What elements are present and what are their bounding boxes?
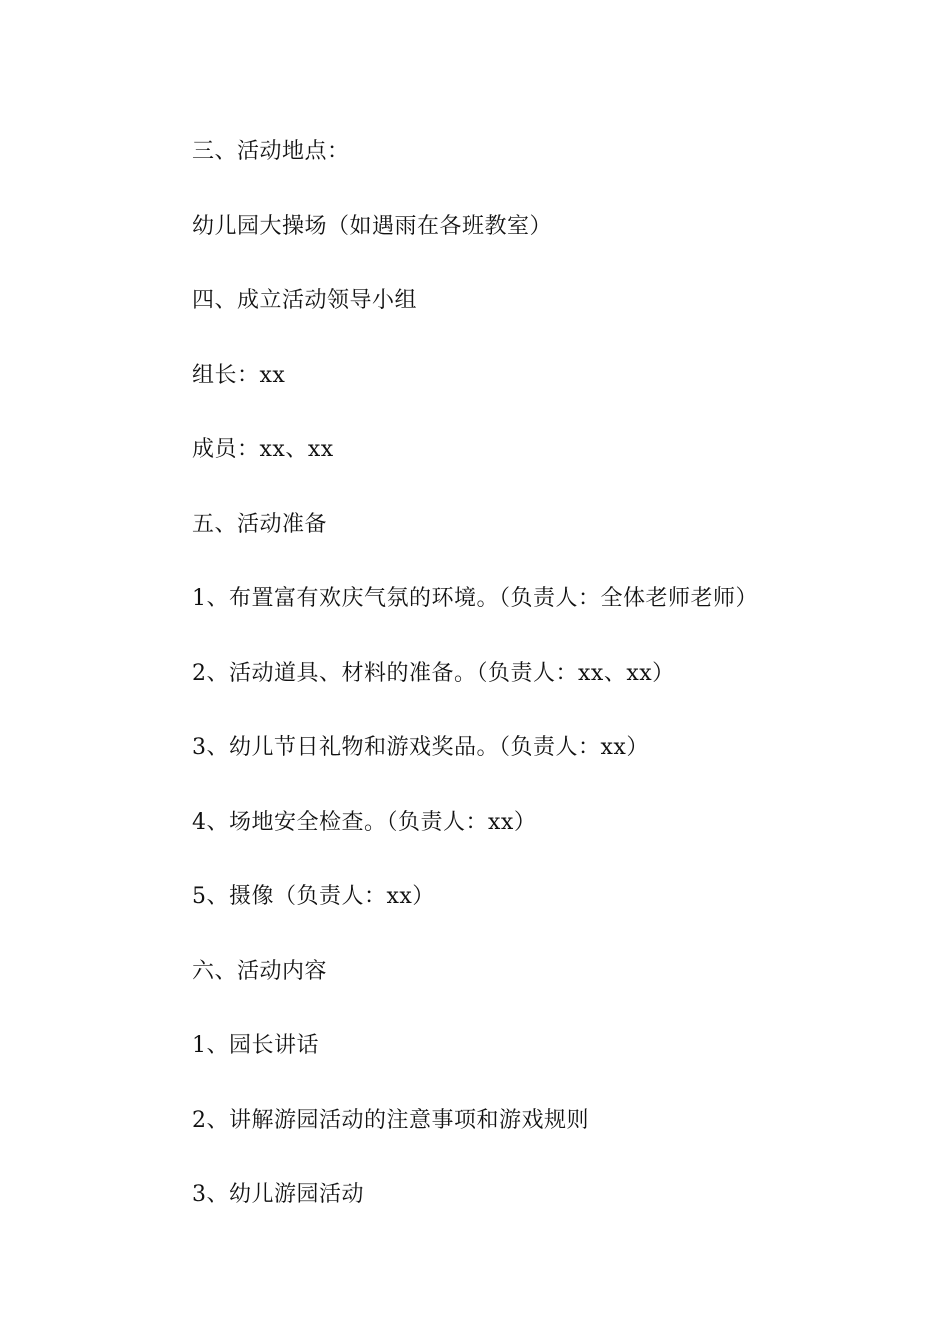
paragraph-group-leader: 组长：xx — [192, 362, 286, 388]
paragraph-members: 成员：xx、xx — [192, 437, 334, 462]
document-body — [192, 134, 892, 1252]
list-item-preparation-1: 1、布置富有欢庆气氛的环境。（负责人：全体老师老师） — [192, 586, 758, 611]
paragraph-location: 幼儿园大操场（如遇雨在各班教室） — [192, 213, 553, 239]
list-item-preparation-4: 4、场地安全检查。（负责人：xx） — [192, 809, 537, 835]
section-heading-leadership: 四、成立活动领导小组 — [192, 288, 418, 313]
list-item-content-1: 1、园长讲话 — [192, 1033, 319, 1058]
section-heading-content: 六、活动内容 — [192, 958, 328, 984]
list-item-preparation-2: 2、活动道具、材料的准备。（负责人：xx、xx） — [192, 660, 675, 686]
list-item-preparation-5: 5、摄像（负责人：xx） — [192, 884, 435, 909]
list-item-preparation-3: 3、幼儿节日礼物和游戏奖品。（负责人：xx） — [192, 735, 649, 760]
section-heading-preparation: 五、活动准备 — [192, 511, 328, 537]
section-heading-location: 三、活动地点： — [192, 139, 350, 164]
list-item-content-3: 3、幼儿游园活动 — [192, 1182, 364, 1207]
list-item-content-2: 2、讲解游园活动的注意事项和游戏规则 — [192, 1107, 589, 1133]
